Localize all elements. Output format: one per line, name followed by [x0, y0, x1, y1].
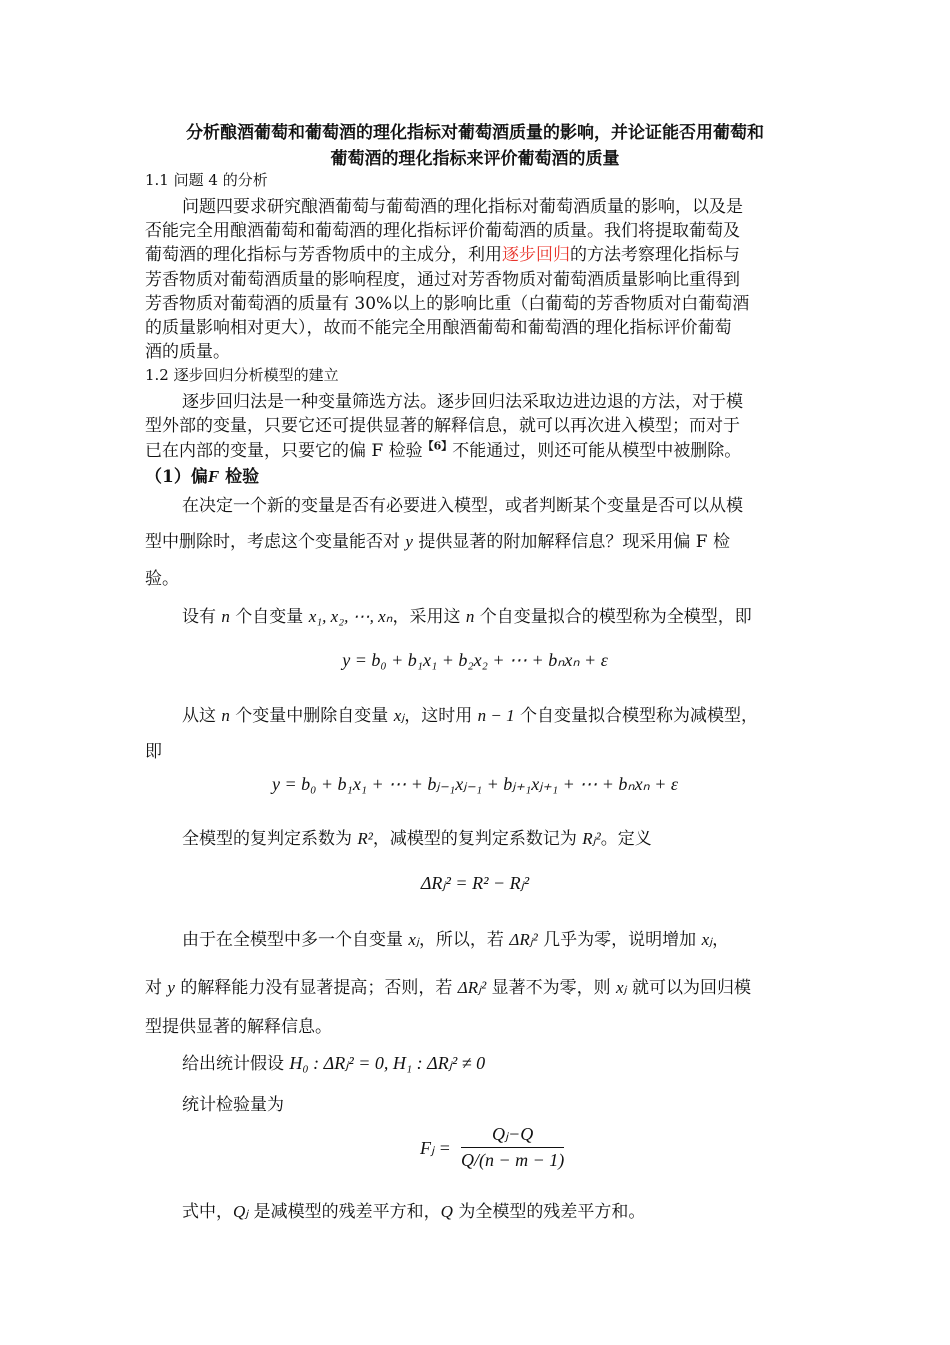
paragraph-line: 逐步回归法是一种变量筛选方法。逐步回归法采取边进边退的方法，对于模 [182, 392, 743, 412]
equation-reduced-model: y = b₀ + b₁x₁ + ⋯ + bⱼ₋₁xⱼ₋₁ + bⱼ₊₁xⱼ₊₁ + ⋯ + bₙxₙ + ε [272, 774, 678, 794]
text-span: 对 [145, 978, 168, 998]
text-span: 个自变量拟合模型称为减模型， [514, 706, 759, 726]
paragraph-line: 芳香物质对葡萄酒的质量有 30%以上的影响比重（白葡萄的芳香物质对白葡萄酒 [145, 294, 750, 314]
f-statistic-fraction [461, 1124, 564, 1171]
highlighted-term: 逐步回归 [502, 245, 570, 265]
paragraph-line [145, 240, 740, 265]
fraction-denominator: Q/(n − m − 1) [461, 1150, 565, 1170]
text-span: 式中， [182, 1202, 233, 1222]
math-var: F [207, 467, 220, 486]
paragraph-line [182, 925, 729, 950]
text-span: 的解释能力没有显著提高；否则，若 [174, 978, 458, 998]
math-expr: n − 1 [477, 706, 515, 725]
math-var: xⱼ [701, 930, 713, 949]
text-span: 是减模型的残差平方和， [248, 1202, 441, 1222]
text-span: 的方法考察理化指标与 [570, 245, 740, 265]
text-span: 葡萄酒的理化指标与芳香物质中的主成分，利用 [145, 245, 502, 265]
text-span: 设有 [182, 607, 222, 627]
text-span: 。定义 [600, 829, 652, 849]
text-span: 从这 [182, 706, 222, 726]
equation-full-model: y = b₀ + b₁x₁ + b₂x₂ + ⋯ + bₙxₙ + ε [342, 650, 608, 670]
text-span: 已在内部的变量，只要它的偏 F 检验 [145, 441, 423, 461]
math-var: xⱼ [393, 706, 405, 725]
math-var: ΔRⱼ² [457, 978, 487, 997]
math-var: xⱼ [616, 978, 627, 997]
math-var: ΔRⱼ² [509, 930, 538, 949]
section-heading-1-2: 1.2 逐步回归分析模型的建立 [145, 366, 339, 384]
math-var: Qⱼ [233, 1202, 249, 1221]
math-var: n [221, 706, 230, 725]
text-span: 个自变量 [229, 607, 309, 627]
paragraph-line: 即 [145, 742, 162, 762]
math-var: y [167, 978, 175, 997]
paragraph-line [182, 1197, 645, 1222]
text-span: ， [712, 930, 730, 950]
math-var: n [465, 607, 475, 626]
text-span: 由于在全模型中多一个自变量 [182, 930, 409, 950]
document-title-line-1: 分析酿酒葡萄和葡萄酒的理化指标对葡萄酒质量的影响，并论证能否用葡萄和 [186, 123, 764, 143]
paragraph-line: 的质量影响相对更大），故而不能完全用酿酒葡萄和葡萄酒的理化指标评价葡萄 [145, 318, 732, 338]
text-span: 检验 [219, 467, 260, 487]
paragraph-line [145, 436, 741, 461]
paragraph-line [182, 824, 652, 849]
math-var: Rⱼ² [582, 829, 601, 848]
paragraph-line: 酒的质量。 [145, 342, 230, 362]
text-span: 几乎为零，说明增加 [537, 930, 702, 950]
math-var: y [405, 532, 413, 551]
subsection-heading-partial-f [145, 462, 259, 487]
text-span: 不能通过，则还可能从模型中被删除。 [452, 441, 742, 461]
paragraph-line: 否能完全用酿酒葡萄和葡萄酒的理化指标评价葡萄酒的质量。我们将提取葡萄及 [145, 221, 740, 241]
text-span: ，采用这 [392, 607, 466, 627]
text-span: ，这时用 [404, 706, 478, 726]
math-var: xⱼ [408, 930, 419, 949]
text-span: （1）偏 [145, 467, 208, 487]
paragraph-line: 型外部的变量，只要它还可提供显著的解释信息，就可以再次进入模型；而对于 [145, 416, 740, 436]
math-var: n [221, 607, 230, 626]
paragraph-line: 问题四要求研究酿酒葡萄与葡萄酒的理化指标对葡萄酒质量的影响，以及是 [182, 197, 743, 217]
text-span: 个自变量拟合的模型称为全模型，即 [474, 607, 752, 627]
text-span: 全模型的复判定系数为 [182, 829, 358, 849]
citation-ref: 【6】 [422, 439, 453, 453]
hypothesis-expr: H₀ : ΔRⱼ² = 0, H₁ : ΔRⱼ² ≠ 0 [289, 1053, 486, 1073]
text-span: 显著不为零，则 [486, 978, 617, 998]
text-span: 型中删除时，考虑这个变量能否对 [145, 532, 406, 552]
fraction-numerator: Qⱼ−Q [461, 1124, 564, 1148]
paragraph-line [182, 1049, 485, 1074]
paragraph-line [145, 973, 751, 998]
paragraph-line: 统计检验量为 [182, 1095, 284, 1115]
text-span: 个变量中删除自变量 [229, 706, 394, 726]
math-var: R² [357, 829, 373, 848]
f-statistic-lhs: Fⱼ = [420, 1138, 451, 1158]
text-span: 提供显著的附加解释信息？现采用偏 F 检 [412, 532, 730, 552]
text-span: ，所以，若 [418, 930, 510, 950]
text-span: ，减模型的复判定系数记为 [372, 829, 583, 849]
document-title-line-2: 葡萄酒的理化指标来评价葡萄酒的质量 [330, 149, 620, 169]
math-vars: x₁, x₂, ⋯, xₙ [308, 607, 393, 626]
equation-delta-r2: ΔRⱼ² = R² − Rⱼ² [420, 873, 530, 893]
paragraph-line [182, 602, 752, 627]
paragraph-line: 在决定一个新的变量是否有必要进入模型，或者判断某个变量是否可以从模 [182, 496, 743, 516]
section-heading-1-1: 1.1 问题 4 的分析 [145, 171, 268, 189]
paragraph-line [182, 701, 758, 726]
paragraph-line [145, 527, 730, 552]
paragraph-line: 验。 [145, 569, 179, 589]
math-var: Q [440, 1202, 453, 1221]
text-span: 就可以为回归模 [626, 978, 751, 998]
text-span: 给出统计假设 [182, 1054, 290, 1074]
text-span: 为全模型的残差平方和。 [452, 1202, 646, 1222]
paragraph-line: 型提供显著的解释信息。 [145, 1017, 332, 1037]
paragraph-line: 芳香物质对葡萄酒质量的影响程度，通过对芳香物质对葡萄酒质量影响比重得到 [145, 270, 740, 290]
